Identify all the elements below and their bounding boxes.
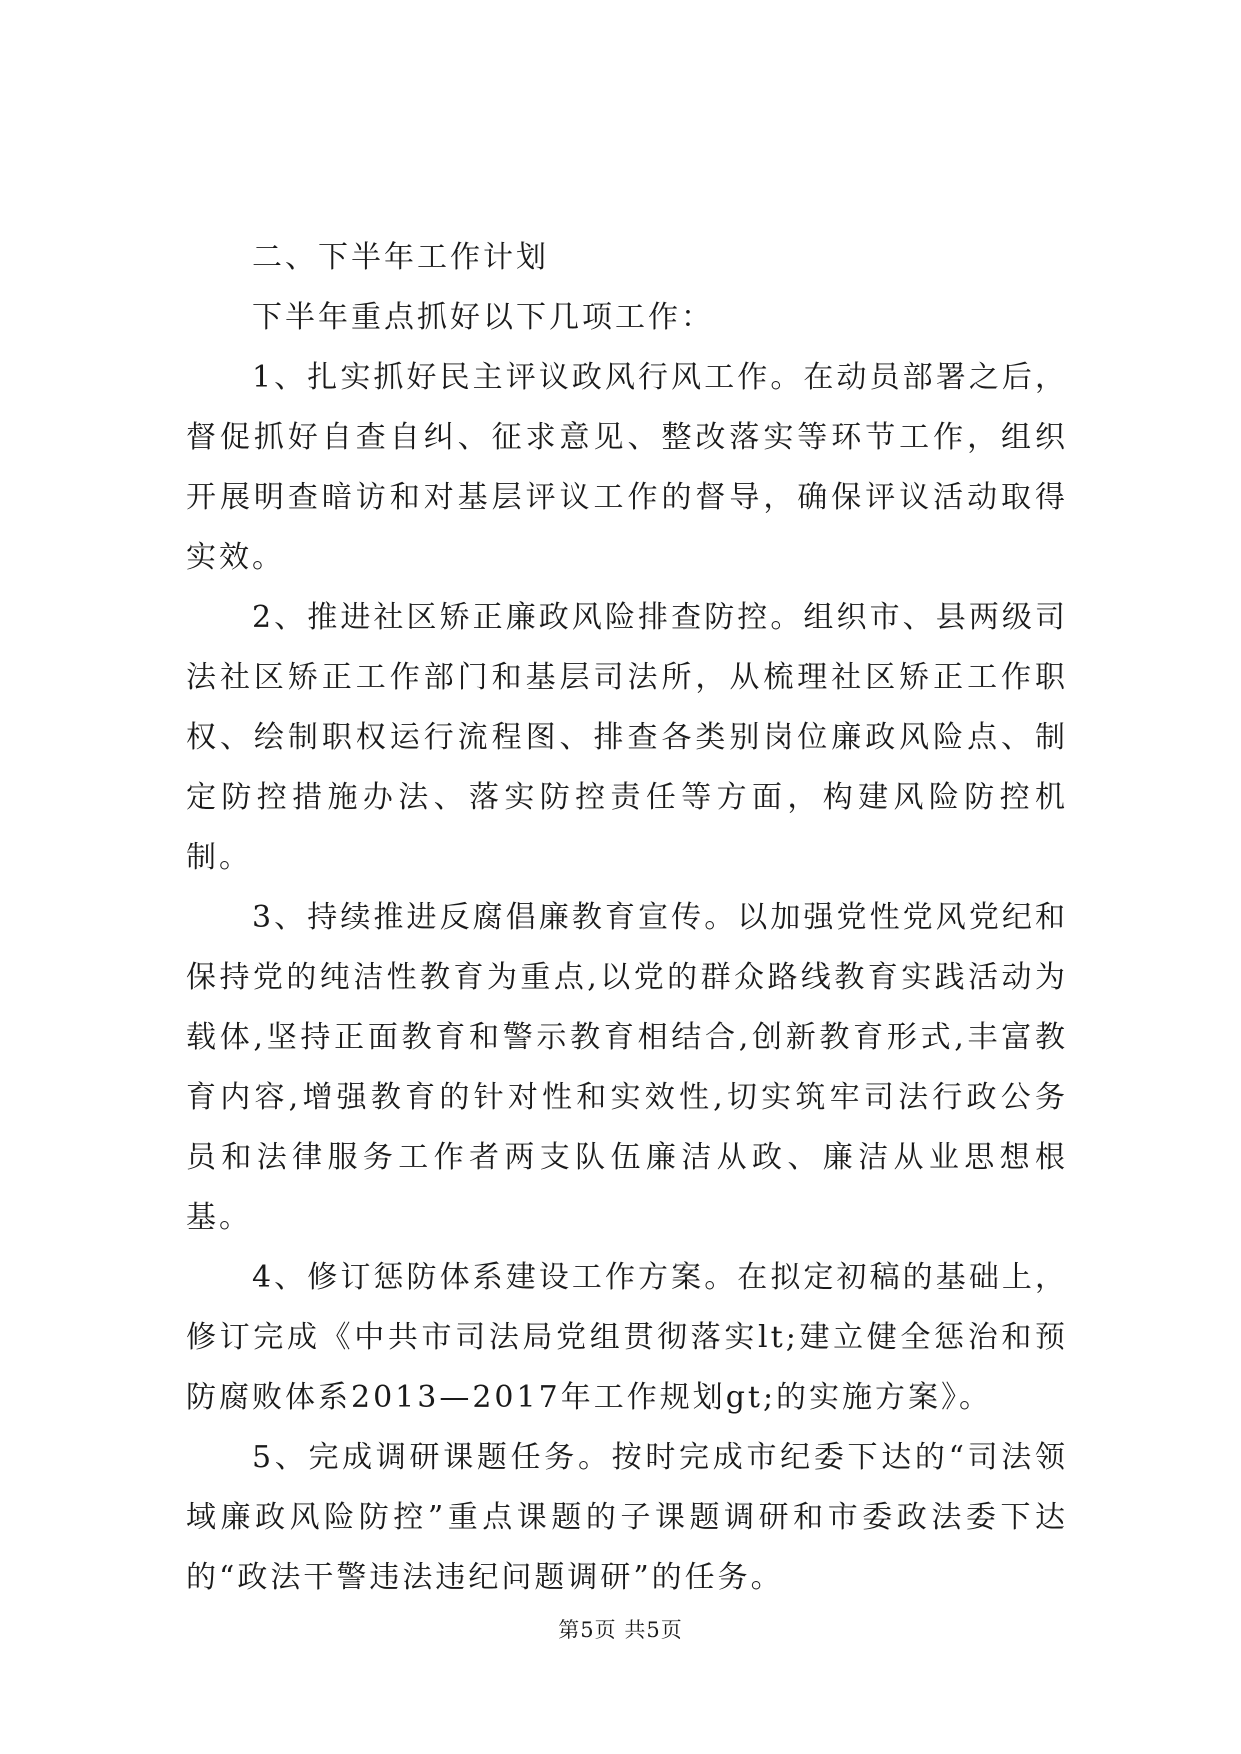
plan-item-5: 5、完成调研课题任务。按时完成市纪委下达的“司法领域廉政风险防控”重点课题的子课题调研和市委政法委下达的“政法干警违法违纪问题调研”的任务。 bbox=[186, 1440, 1068, 1595]
document-body bbox=[186, 228, 1068, 1608]
section-heading: 二、下半年工作计划 bbox=[252, 240, 549, 275]
plan-item-1: 1、扎实抓好民主评议政风行风工作。在动员部署之后，督促抓好自查自纠、征求意见、整改落实等环节工作，组织开展明查暗访和对基层评议工作的督导，确保评议活动取得实效。 bbox=[186, 360, 1068, 575]
plan-item-2: 2、推进社区矫正廉政风险排查防控。组织市、县两级司法社区矫正工作部门和基层司法所，从梳理社区矫正工作职权、绘制职权运行流程图、排查各类别岗位廉政风险点、制定防控措施办法、落实防控责任等方面，构建风险防控机制。 bbox=[186, 600, 1068, 875]
page-number-footer: 第5页 共5页 bbox=[558, 1618, 683, 1642]
plan-item-4: 4、修订惩防体系建设工作方案。在拟定初稿的基础上，修订完成《中共市司法局党组贯彻落实lt;建立健全惩治和预防腐败体系2013—2017年工作规划gt;的实施方案》。 bbox=[186, 1260, 1068, 1415]
plan-item-3: 3、持续推进反腐倡廉教育宣传。以加强党性党风党纪和保持党的纯洁性教育为重点,以党的群众路线教育实践活动为载体,坚持正面教育和警示教育相结合,创新教育形式,丰富教育内容,增强教育的针对性和实效性,切实筑牢司法行政公务员和法律服务工作者两支队伍廉洁从政、廉洁从业思想根基。 bbox=[186, 900, 1068, 1235]
intro-paragraph: 下半年重点抓好以下几项工作： bbox=[252, 300, 714, 335]
